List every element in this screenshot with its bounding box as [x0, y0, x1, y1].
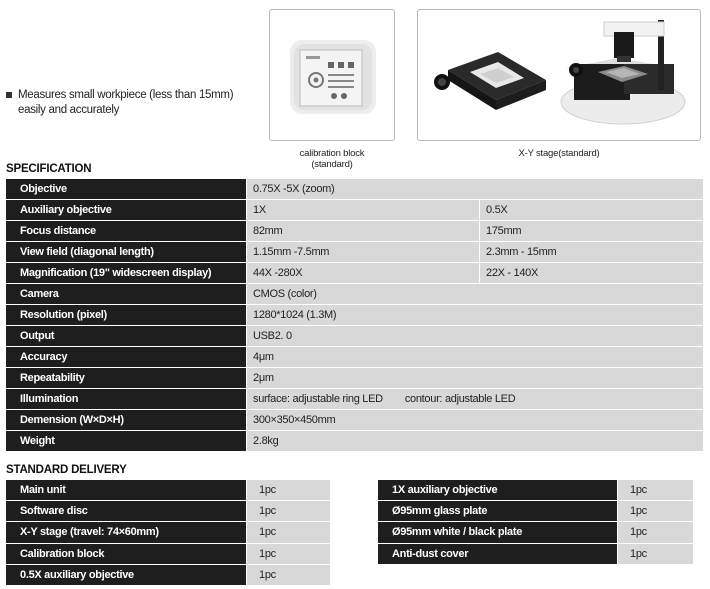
table-row	[6, 200, 704, 221]
delivery-qty: 1pc	[618, 501, 694, 522]
table-row	[378, 480, 694, 501]
delivery-qty: 1pc	[618, 480, 694, 501]
table-row	[6, 501, 331, 522]
spec-value: 44X -280X	[247, 263, 480, 284]
delivery-item: Ø95mm white / black plate	[378, 522, 618, 543]
delivery-item: X-Y stage (travel: 74×60mm)	[6, 522, 247, 543]
spec-value: 175mm	[480, 221, 704, 242]
xy-stage-caption	[417, 148, 701, 159]
feature-bullet	[6, 88, 256, 118]
spec-label: Resolution (pixel)	[6, 305, 247, 326]
spec-label: Demension (W×D×H)	[6, 410, 247, 431]
table-row	[6, 347, 704, 368]
delivery-qty: 1pc	[247, 501, 331, 522]
delivery-qty: 1pc	[247, 480, 331, 501]
spec-value: CMOS (color)	[247, 284, 704, 305]
spec-label: View field (diagonal length)	[6, 242, 247, 263]
spec-value: 22X - 140X	[480, 263, 704, 284]
table-row	[6, 263, 704, 284]
bullet-square-icon	[6, 92, 12, 98]
table-row	[378, 501, 694, 522]
spec-value: 2.3mm - 15mm	[480, 242, 704, 263]
delivery-title: STANDARD DELIVERY	[6, 464, 127, 476]
spec-value: surface: adjustable ring LED contour: adjustable LED	[247, 389, 704, 410]
spec-value: 1X	[247, 200, 480, 221]
calibration-block-image	[270, 10, 394, 140]
spec-label: Weight	[6, 431, 247, 452]
delivery-table-left	[5, 479, 331, 586]
delivery-item: Software disc	[6, 501, 247, 522]
delivery-qty: 1pc	[618, 543, 694, 564]
spec-value: 4μm	[247, 347, 704, 368]
table-row	[6, 179, 704, 200]
spec-label: Auxiliary objective	[6, 200, 247, 221]
delivery-qty: 1pc	[247, 522, 331, 543]
spec-label: Camera	[6, 284, 247, 305]
delivery-item: Calibration block	[6, 543, 247, 564]
delivery-qty: 1pc	[247, 564, 331, 585]
table-row	[6, 431, 704, 452]
delivery-table-right	[377, 479, 694, 565]
table-row	[378, 543, 694, 564]
calibration-block-photo	[269, 9, 395, 141]
spec-value: 82mm	[247, 221, 480, 242]
xy-stage-image	[418, 10, 700, 140]
table-row	[6, 221, 704, 242]
spec-value: 2.8kg	[247, 431, 704, 452]
spec-value: 1280*1024 (1.3M)	[247, 305, 704, 326]
delivery-item: 1X auxiliary objective	[378, 480, 618, 501]
spec-label: Magnification (19" widescreen display)	[6, 263, 247, 284]
calibration-block-caption	[269, 148, 395, 170]
spec-value: 0.75X -5X (zoom)	[247, 179, 704, 200]
spec-value: 300×350×450mm	[247, 410, 704, 431]
table-row	[6, 410, 704, 431]
spec-value: 2μm	[247, 368, 704, 389]
specification-table	[5, 178, 704, 452]
caption-line: X-Y stage(standard)	[518, 148, 600, 159]
spec-value: 0.5X	[480, 200, 704, 221]
spec-label: Output	[6, 326, 247, 347]
delivery-item: Main unit	[6, 480, 247, 501]
table-row	[6, 564, 331, 585]
table-row	[6, 326, 704, 347]
caption-line: calibration block	[299, 148, 365, 159]
delivery-qty: 1pc	[618, 522, 694, 543]
spec-label: Repeatability	[6, 368, 247, 389]
xy-stage-photo	[417, 9, 701, 141]
table-row	[6, 543, 331, 564]
feature-text: Measures small workpiece (less than 15mm) easily and accurately	[18, 89, 234, 116]
delivery-item: Anti-dust cover	[378, 543, 618, 564]
table-row	[6, 522, 331, 543]
delivery-item: Ø95mm glass plate	[378, 501, 618, 522]
table-row	[6, 284, 704, 305]
table-row	[6, 480, 331, 501]
table-row	[6, 305, 704, 326]
caption-line: (standard)	[311, 159, 353, 170]
spec-label: Accuracy	[6, 347, 247, 368]
table-row	[6, 368, 704, 389]
delivery-item: 0.5X auxiliary objective	[6, 564, 247, 585]
table-row	[378, 522, 694, 543]
table-row	[6, 242, 704, 263]
spec-value: USB2. 0	[247, 326, 704, 347]
specification-title: SPECIFICATION	[6, 163, 92, 175]
spec-label: Objective	[6, 179, 247, 200]
spec-label: Focus distance	[6, 221, 247, 242]
table-row	[6, 389, 704, 410]
spec-value: 1.15mm -7.5mm	[247, 242, 480, 263]
delivery-qty: 1pc	[247, 543, 331, 564]
spec-label: Illumination	[6, 389, 247, 410]
